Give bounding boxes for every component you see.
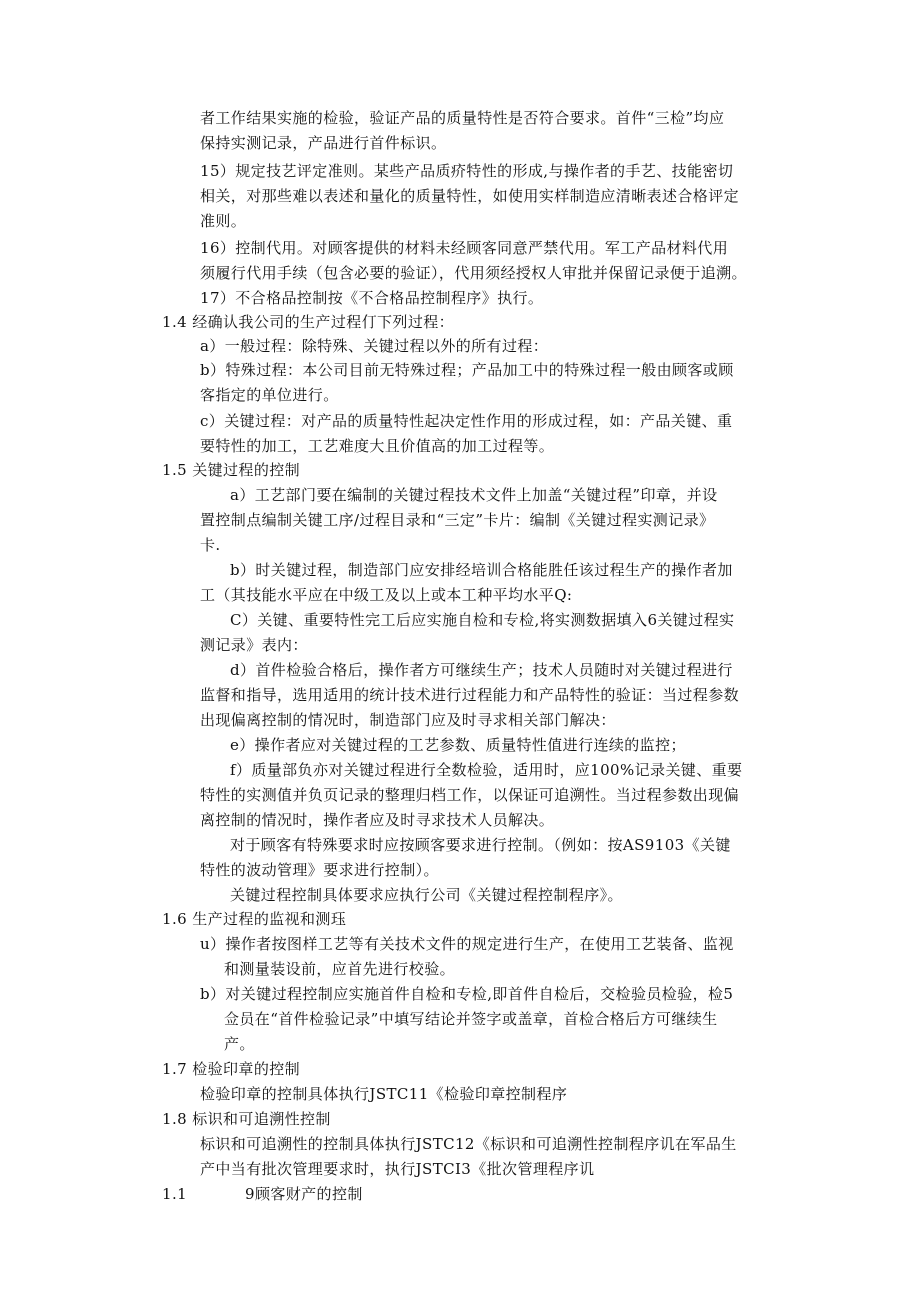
text-line: a）工艺部门要在编制的关键过程技术文件上加盖“关键过程”印章，并设 <box>230 486 718 504</box>
section-heading-1-5: 1.5 关键过程的控制 <box>162 461 301 479</box>
text-line: 工（其技能水平应在中级工及以上或本工种平均水平Q: <box>200 586 573 604</box>
text-line: 15）规定技艺评定准则。某些产品质疥特性的形成,与操作者的手艺、技能密切 <box>200 162 734 180</box>
text-line: 佥员在“首件检验记录”中填写结论并签字或盖章，首检合格后方可继续生 <box>224 1010 718 1028</box>
text-line: f）质量部负亦对关键过程进行全数检验，适用时，应100%记录关键、重要 <box>230 761 743 779</box>
text-line: 特性的波动管理》要求进行控制）。 <box>200 861 439 879</box>
text-line: 16）控制代用。对顾客提供的材料未经顾客同意严禁代用。军工产品材料代用 <box>200 239 729 257</box>
text-line: 关键过程控制具体要求应执行公司《关键过程控制程序》。 <box>230 886 623 904</box>
text-line: 17）不合格品控制按《不合格品控制程序》执行。 <box>200 289 544 307</box>
text-line: 产。 <box>224 1035 255 1053</box>
text-line: b）对关键过程控制应实施首件自检和专检,即首件自检后，交检验员检验，检5 <box>200 985 734 1003</box>
text-line: 离控制的情况时，操作者应及时寻求技术人员解决。 <box>200 811 555 829</box>
text-line: 要特性的加工，工艺难度大且价值高的加工过程等。 <box>200 437 555 455</box>
text-line: C）关键、重要特性完工后应实施自检和专检,将实测数据填入6关键过程实 <box>230 611 735 629</box>
text-line: b）时关键过程，制造部门应安排经培训合格能胜任该过程生产的操作者加 <box>230 561 733 579</box>
section-heading-customer-property: 9顾客财产的控制 <box>245 1185 363 1203</box>
text-line: 客指定的单位进行。 <box>200 386 339 404</box>
section-heading-1-4: 1.4 经确认我公司的生产过程仃下列过程： <box>162 313 455 331</box>
text-line: 出现偏离控制的情况时，制造部门应及时寻求相关部门解决： <box>200 711 616 729</box>
text-line: 监督和指导，选用适用的统计技术进行过程能力和产品特性的验证：当过程参数 <box>200 686 740 704</box>
text-line: 标识和可追溯性的控制具体执行JSTC12《标识和可追溯性控制程序讥在军品生 <box>200 1135 737 1153</box>
text-line: c）关键过程：对产品的质量特性起决定性作用的形成过程，如：产品关键、重 <box>200 412 733 430</box>
text-line: 者工作结果实施的检验，验证产品的质量特性是否符合要求。首件“三检”均应 <box>200 109 725 127</box>
text-line: 和测量装设前，应首先进行校验。 <box>224 960 456 978</box>
text-line: 置控制点编制关键工序/过程目录和“三定”卡片：编制《关键过程实测记录》 <box>200 511 715 529</box>
text-line: b）特殊过程：本公司目前无特殊过程；产品加工中的特殊过程一般由顾客或顾 <box>200 361 734 379</box>
text-line: 卡. <box>200 536 221 554</box>
section-heading-1-6: 1.6 生产过程的监视和测珏 <box>162 910 347 928</box>
text-line: d）首件检验合格后，操作者方可继续生产；技术人员随时对关键过程进行 <box>230 661 733 679</box>
section-number-1-1: 1.1 <box>162 1185 188 1203</box>
text-line: 须履行代用手续（包含必要的验证），代用须经授权人审批并保留记录便于追溯。 <box>200 264 747 282</box>
text-line: a）一般过程：除特殊、关键过程以外的所有过程： <box>200 337 549 355</box>
text-line: u）操作者按图样工艺等有关技术文件的规定进行生产，在使用工艺装备、监视 <box>200 935 734 953</box>
text-line: 特性的实测值并负页记录的整理归档工作，以保证可追溯性。当过程参数出现偏 <box>200 786 740 804</box>
text-line: 测记录》表内： <box>200 636 308 654</box>
text-line: 保持实测记录，产品进行首件标识。 <box>200 134 447 152</box>
text-line: 产中当有批次管理要求时，执行JSTCI3《批次管理程序讥 <box>200 1160 595 1178</box>
text-line: 准则。 <box>200 212 247 230</box>
text-line: 对于顾客有特殊要求时应按顾客要求进行控制。（例如：按AS9103《关键 <box>230 836 731 854</box>
section-heading-1-7: 1.7 检验印章的控制 <box>162 1060 301 1078</box>
text-line: e）操作者应对关键过程的工艺参数、质量特性值进行连续的监控； <box>230 736 686 754</box>
text-line: 相关，对那些难以表述和量化的质量特性，如使用实样制造应清晰表述合格评定 <box>200 187 740 205</box>
section-heading-1-8: 1.8 标识和可追溯性控制 <box>162 1110 331 1128</box>
text-line: 检验印章的控制具体执行JSTC11《检验印章控制程序 <box>200 1085 568 1103</box>
